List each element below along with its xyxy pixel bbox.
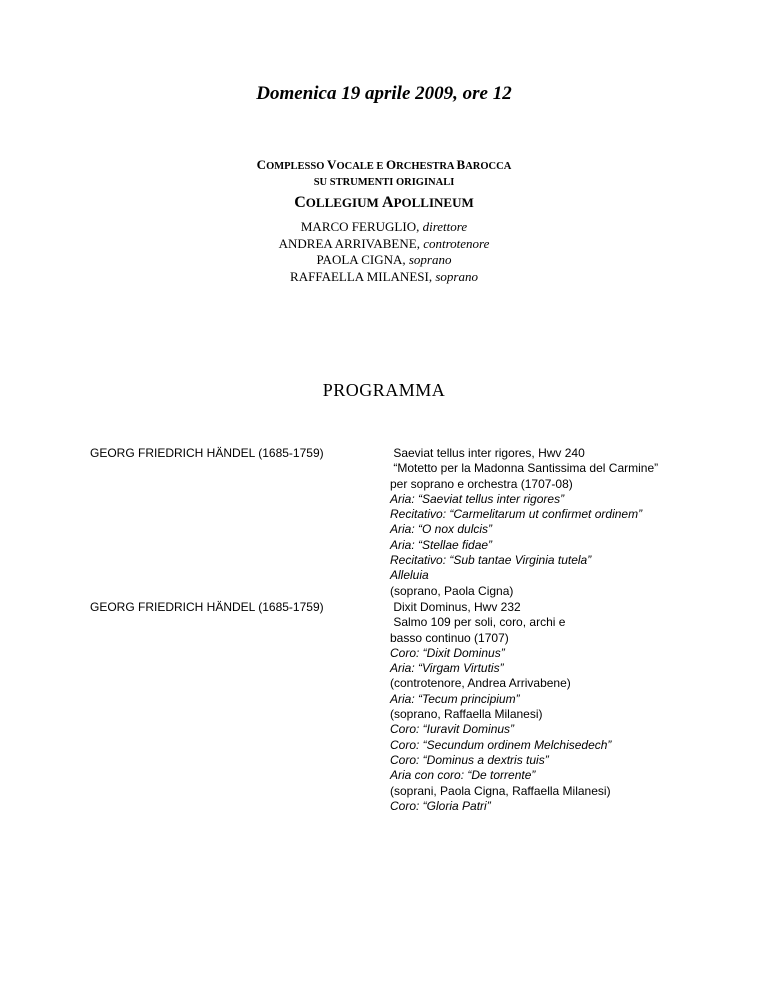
work-line: Aria: “Stellae fidae” bbox=[390, 537, 493, 552]
work-line: (soprani, Paola Cigna, Raffaella Milanesi) bbox=[390, 783, 611, 798]
event-date: Domenica 19 aprile 2009, ore 12 bbox=[256, 83, 512, 104]
work-line: Salmo 109 per soli, coro, archi e bbox=[390, 615, 566, 630]
performers-list bbox=[0, 219, 768, 285]
work-line: Dixit Dominus, Hwv 232 bbox=[390, 600, 521, 614]
ensemble-block bbox=[0, 156, 768, 213]
performer-line: PAOLA CIGNA, soprano bbox=[316, 252, 452, 267]
work-line: Recitativo: “Sub tantae Virginia tutela” bbox=[390, 553, 592, 568]
performer-line: RAFFAELLA MILANESI, soprano bbox=[290, 268, 478, 284]
work-line: (controtenore, Andrea Arrivabene) bbox=[390, 676, 571, 691]
work-line: basso continuo (1707) bbox=[390, 630, 509, 645]
work-line: per soprano e orchestra (1707-08) bbox=[390, 476, 573, 491]
work-line: Recitativo: “Carmelitarum ut confirmet ordinem” bbox=[390, 507, 643, 522]
ensemble-subtitle: SU STRUMENTI ORIGINALI bbox=[313, 177, 455, 188]
work-line: Coro: “Iuravit Dominus” bbox=[390, 722, 515, 737]
work-line: (soprano, Raffaella Milanesi) bbox=[390, 707, 543, 722]
ensemble-name: COMPLESSO VOCALE E ORCHESTRA BAROCCA bbox=[256, 157, 512, 172]
work-details bbox=[390, 446, 658, 599]
work-line: Coro: “Secundum ordinem Melchisedech” bbox=[390, 737, 612, 752]
work-line: Saeviat tellus inter rigores, Hwv 240 bbox=[390, 446, 585, 460]
performer-line: ANDREA ARRIVABENE, controtenore bbox=[278, 235, 490, 251]
program-heading: PROGRAMMA bbox=[322, 380, 446, 400]
work-line: Aria: “O nox dulcis” bbox=[390, 522, 493, 537]
work-line: Coro: “Dominus a dextris tuis” bbox=[390, 752, 549, 767]
composer-name: GEORG FRIEDRICH HÄNDEL (1685-1759) bbox=[90, 600, 324, 614]
ensemble-title: COLLEGIUM APOLLINEUM bbox=[294, 194, 474, 211]
work-line: Coro: “Dixit Dominus” bbox=[390, 645, 505, 660]
performer-line: MARCO FERUGLIO, direttore bbox=[300, 219, 468, 234]
composer-name: GEORG FRIEDRICH HÄNDEL (1685-1759) bbox=[90, 446, 324, 460]
work-line: “Motetto per la Madonna Santissima del Carmine” bbox=[390, 461, 659, 476]
work-line: Aria: “Virgam Virtutis” bbox=[390, 661, 504, 676]
work-line: Aria: “Tecum principium” bbox=[390, 691, 520, 706]
work-line: (soprano, Paola Cigna) bbox=[390, 583, 514, 598]
work-line: Aria con coro: “De torrente” bbox=[390, 768, 536, 783]
work-details bbox=[390, 600, 611, 814]
work-line: Aria: “Saeviat tellus inter rigores” bbox=[390, 491, 565, 506]
work-line: Coro: “Gloria Patri” bbox=[390, 798, 491, 813]
work-line: Alleluia bbox=[390, 568, 429, 583]
